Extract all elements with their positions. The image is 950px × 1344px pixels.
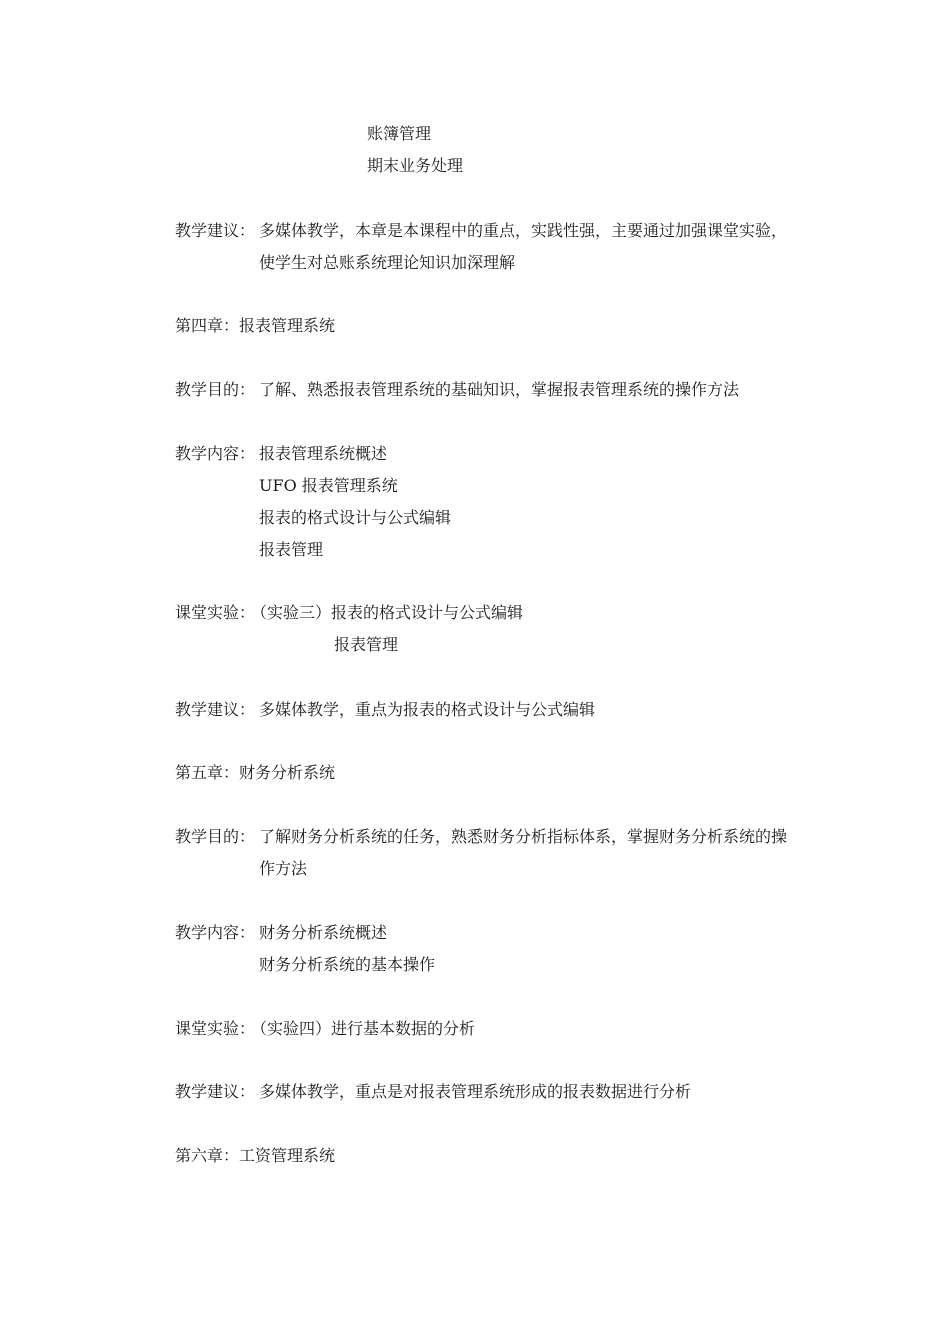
ch3-content-item: 期末业务处理 bbox=[367, 156, 464, 175]
ch4-suggestion-text: 多媒体教学，重点为报表的格式设计与公式编辑 bbox=[259, 700, 596, 719]
ch5-objective-text: 作方法 bbox=[259, 859, 308, 878]
ch5-suggestion-label: 教学建议： bbox=[175, 1082, 256, 1101]
ch6-heading: 第六章：工资管理系统 bbox=[175, 1146, 336, 1165]
ch5-heading: 第五章：财务分析系统 bbox=[175, 763, 336, 782]
ch4-content-item: 报表管理系统概述 bbox=[259, 444, 388, 463]
ch5-objective-label: 教学目的： bbox=[175, 827, 256, 846]
ch4-content-item: UFO 报表管理系统 bbox=[259, 476, 398, 495]
ch4-lab-text: 报表管理 bbox=[334, 635, 399, 654]
ch4-objective-label: 教学目的： bbox=[175, 380, 256, 399]
ch5-lab-text: （实验四）进行基本数据的分析 bbox=[251, 1019, 476, 1038]
ch4-objective-text: 了解、熟悉报表管理系统的基础知识，掌握报表管理系统的操作方法 bbox=[259, 380, 740, 399]
ch4-lab-text: （实验三）报表的格式设计与公式编辑 bbox=[251, 603, 524, 622]
ch4-content-label: 教学内容： bbox=[175, 444, 256, 463]
ch3-suggestion-text: 使学生对总账系统理论知识加深理解 bbox=[259, 253, 516, 272]
ch4-content-item: 报表的格式设计与公式编辑 bbox=[259, 508, 452, 527]
ch5-lab-label: 课堂实验： bbox=[175, 1019, 256, 1038]
ch5-objective-text: 了解财务分析系统的任务，熟悉财务分析指标体系，掌握财务分析系统的操 bbox=[259, 827, 788, 846]
ch3-content-item: 账簿管理 bbox=[367, 124, 432, 143]
ch4-heading: 第四章：报表管理系统 bbox=[175, 316, 336, 335]
ch5-content-item: 财务分析系统概述 bbox=[259, 923, 388, 942]
ch4-content-item: 报表管理 bbox=[259, 540, 324, 559]
ch4-lab-label: 课堂实验： bbox=[175, 603, 256, 622]
ch3-suggestion-label: 教学建议： bbox=[175, 221, 256, 240]
ch4-suggestion-label: 教学建议： bbox=[175, 700, 256, 719]
ch3-suggestion-text: 多媒体教学，本章是本课程中的重点，实践性强，主要通过加强课堂实验， bbox=[259, 221, 788, 240]
ch5-content-label: 教学内容： bbox=[175, 923, 256, 942]
ch5-content-item: 财务分析系统的基本操作 bbox=[259, 955, 436, 974]
ch5-suggestion-text: 多媒体教学，重点是对报表管理系统形成的报表数据进行分析 bbox=[259, 1082, 692, 1101]
